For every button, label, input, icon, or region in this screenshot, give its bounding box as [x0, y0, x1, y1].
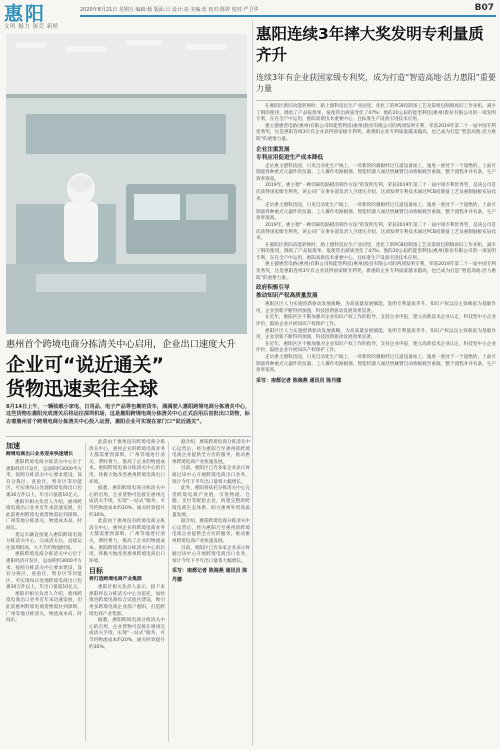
section-subheading: 跨境电商出口业务迎来快速增长: [6, 452, 74, 457]
paragraph: 此外，惠阳将依托分拣清关中心完善跨境电商产业链，引进物流、仓储、支付等配套企业，构建完整的跨境电商生态体系，助力惠州外贸高质量发展。: [172, 486, 250, 518]
paragraph: 据介绍，惠阳跨境电商分拣清关中心运营后，将为惠阳乃至惠州的跨境电商企业提供全方位的服务，推动惠州跨境电商产业快速发展。: [172, 519, 250, 544]
reporter-credit: 采写：南都记者 陈海燕 通讯员 陈丹娜: [172, 568, 248, 584]
column-rule: [168, 442, 169, 742]
right-subtitle: 连续3年有企业获国家级专利奖，成为打造“智造高地·活力惠阳”重要力量: [256, 73, 496, 93]
paragraph: 货运车辆直接驶入惠阳跨境电商分拣清关中心，完成清关后，直接运往深圳机场，大大节约物流时间。: [6, 532, 82, 551]
section-heading: 企业注重发展: [256, 146, 290, 153]
paragraph: 惠阳区区人力实施创新驱动发展战略，为高质量发展赋能，发明专利量质齐升。知识产权以良主效载依为基础作用，企业创新不断得到加强，科技创新驱动发展效果显著。: [256, 302, 496, 314]
reporter-credit: 采写：南都记者 陈海燕 通讯员 陈丹娜: [256, 377, 342, 384]
paragraph: 此前由于惠州没有跨境电商分拣清关中心，惠州企业的跨境电商业务大都需要到深圳、广州等地进行清关，费时费力，推高了企业的物流成本。惠阳跨境电商分拣清关中心的启用，将极大地改善惠州跨境电商出口环境。: [89, 440, 165, 485]
paragraph: 惠阳市相关负责人介绍，惠州跨境电商出口业务近年来迅速发展，但此前惠州跨境电商货物需拉到深圳、广州等地分拣清关，物流成本高，时间长。: [6, 499, 82, 531]
paragraph: 惠主德惠营电路(惠州)有限公司和能型利技(惠州)股份有限公司的两项发明专利，荣获2019年第二十一届中国专利优秀奖，这是惠阳连续3年有企业获得国家级专利奖，新惠阳企业专利质量越来越高，也已成为打造“智造高地·活力惠阳”的重要力量。: [256, 262, 496, 281]
divider: [256, 100, 496, 101]
left-col-1: [6, 440, 82, 625]
logo-text: 惠阳: [4, 3, 47, 25]
right-article-body: [256, 104, 496, 387]
paragraph: 据介绍，惠阳跨境电商分拣清关中心运营后，将为惠阳乃至惠州的跨境电商企业提供全方位的服务，推动惠州跨境电商产业快速发展。: [172, 440, 250, 465]
paragraph: 在近年，惠阳区区不断加强对企业知识产权工作的指导，支持企业申报，建立高新技术企业认定，科技型中小企业评价，鼓励企业开展知识产权保护工作。: [256, 315, 496, 328]
paragraph: 走访惠主德科技园，只见自动化生产线上，一块新的的薄板经过几道设备加工，速度一重处于一个超绝的，上面可制量各种重点元器件的仪器，工人操作电路板保，智能机器人通过机械臂自动将板载至重载，整个流程井井有条，生产效率很高。: [256, 163, 496, 182]
paragraph: 据悉，惠阳跨境电商分拣清关中心的启用，企业货物可直接在惠州完成清关手续，实现“一站式”服务，可节约物流成本约20%，通关时效提升约30%。: [89, 618, 165, 650]
paragraph: 惠阳市相关负责人介绍，惠州跨境电商出口业务近年来迅速发展，但此前惠州跨境电商货物需拉到深圳、广州等地分拣清关，物流成本高，时间长。: [6, 591, 82, 624]
top-bar: [80, 4, 500, 14]
paragraph: 目前，惠阳区已有多家企业表示将通过该中心开展跨境电商出口业务，预计今年下半年出口量将大幅增长。: [172, 545, 250, 564]
paragraph: 2019年，惠主德“一种印刷电路板的制作方法”的发明专利，荣获2019年第二十一届中国专利优秀奖，是该公司首次获得国家级专利奖。该公司广东事业部负责人卫建庆介绍，这项发明专利技术通过PCB投制备工艺及惠制铜板布局技术。: [256, 183, 496, 202]
paragraph: 在近年，惠阳区区不断加强对企业知识产权工作的指导，支持企业申报，建立高新技术企业认定，科技型中小企业评价，鼓励企业开展知识产权保护工作。: [256, 341, 496, 354]
left-headline-line2: 货物迅速卖往全球: [6, 378, 159, 400]
paragraph: 在惠阳区新旧动能转换时，路上德科技民生产业园里，优化了的PCB投制备工艺及第推包制填再旧工作多机，减少了钢的使用，降低了产品报废率，报使管出颜质变化了47%；他的20公届的能型利技(惠州)股份有限公司的一项发明专利，在在全产中运用，惠阳高新技术重要中心，且标准生产设备引进技术应用。: [256, 242, 496, 261]
section-heading: 加速: [6, 442, 20, 450]
issue-info: 2020年8月21日 星期五 编辑:杨 版面:吕 设计:刘 美编:张 校对:陈婷 校对:严卫华: [80, 7, 259, 13]
paragraph: 在惠阳区新旧动能转换时，路上德科技民生产业园里，优化了的PCB投制备工艺及第推包制填再旧工作多机，减少了钢的使用，降低了产品报废率，报使管出颜质变化了47%；他的20公届的能型利技(惠州)股份有限公司的一项发明专利，在在全产中运用，惠阳高新技术重要中心，且标准生产设备引进技术应用。: [256, 104, 496, 123]
masthead-logo: [4, 4, 62, 30]
paragraph: 走访惠主德科技园，只见自动化生产线上，一块新的的薄板经过几道设备加工，速度一重处于一个超绝的，上面可制量各种重点元器件的仪器，工人操作电路板保，智能机器人通过机械臂自动将板载至重载，整个流程井井有条，生产效率很高。: [256, 355, 496, 374]
section-heading: 政府积极引导: [256, 285, 290, 292]
paragraph: 惠阳跨境电商分拣清关中心位于惠阳经济开发区，总面积约3000平方米，按照分拣清关中心要求建设，设有分拣区、查验区、暂存区等功能区，可实现每日处理跨境电商出口包裹30万件以上，年出口值超10亿元。: [6, 460, 83, 498]
section-subheading: 将打造跨境电商产业集群: [89, 577, 142, 583]
paragraph: 惠阳区区人力实施创新驱动发展战略，为高质量发展赋能，发明专利量质齐升。知识产权以良主效载依为基础作用，企业创新不断得到加强，科技创新驱动发展效果显著。: [256, 328, 496, 341]
right-headline: 惠阳连续3年摔大奖发明专利量质齐升: [256, 25, 484, 64]
left-headline-line1: 企业可“说近通关”: [6, 354, 164, 376]
paragraph: 惠阳区相关负责人表示，接下来惠阳将以分拣清关中心为依托，加快推进跨境电商综合试验区建设，吸引更多跨境电商企业落户惠阳，打造跨境电商产业集群。: [89, 585, 165, 617]
column-rule: [85, 442, 86, 742]
page-column-rule: [252, 20, 253, 746]
factory-photo: [6, 34, 247, 334]
divider: [6, 436, 251, 437]
section-subheading: 专利应用促进生产成本降低: [256, 154, 324, 161]
header-rule: [80, 15, 496, 17]
section-heading: 目标: [89, 567, 103, 576]
paragraph: 据悉，惠阳跨境电商分拣清关中心的启用，企业货物可直接在惠州完成清关手续，实现“一站式”服务，可节约物流成本约20%，通关时效提升约30%。: [89, 486, 165, 518]
paragraph: 2019年，惠主德“一种印刷电路板的制作方法”的发明专利，荣获2019年第二十一届中国专利优秀奖，是该公司首次获得国家级专利奖。该公司广东事业部负责人卫建庆介绍，这项发明专利技术通过PCB投制备工艺及惠制铜板布局技术。: [256, 222, 496, 242]
left-lead: 8月14日上午，一辆装载小家电、日用品、电子产品等包裹的货车，满满驶入惠阳跨境电商分拣清关中心，这些货物在惠阳完成清关后将运往深圳机场，这是惠阳跨境电商分拣清关中心正式启用后首批出口货物，标志着惠州首个跨境电商分拣清关中心投入运营，惠阳企业可实现在家门口“说近通关”。: [6, 404, 251, 425]
factory-photo-illustration: [6, 34, 247, 334]
slogan: 文明 魅力 深莞 新桥: [4, 24, 59, 30]
section-subheading: 推动知识产权高质量发展: [256, 293, 318, 300]
left-col-3: [172, 440, 250, 586]
paragraph: 此前由于惠州没有跨境电商分拣清关中心，惠州企业的跨境电商业务大都需要到深圳、广州等地进行清关，费时费力，推高了企业的物流成本。惠阳跨境电商分拣清关中心的启用，将极大地改善惠州跨境电商出口环境。: [89, 519, 165, 564]
paragraph: 惠主德惠营电路(惠州)有限公司和能型利技(惠州)股份有限公司的两项发明专利，荣获2019年第二十一届中国专利优秀奖，这是惠阳连续3年有企业获得国家级专利奖，新惠阳企业专利质量越来越高，也已成为打造“智造高地·活力惠阳”的重要力量。: [256, 123, 496, 142]
paragraph: 目前，惠阳区已有多家企业表示将通过该中心开展跨境电商出口业务，预计今年下半年出口量将大幅增长。: [172, 466, 250, 485]
paragraph: 惠阳跨境电商分拣清关中心位于惠阳经济开发区，总面积约3000平方米，按照分拣清关中心要求建设，设有分拣区、查验区、暂存区等功能区，可实现每日处理跨境电商出口包裹30万件以上，年出口值超10亿元。: [6, 552, 83, 591]
paragraph: 走访惠主德科技园，只见自动化生产线上，一块新的的薄板经过几道设备加工，速度一重处于一个超绝的，上面可制量各种重点元器件的仪器，工人操作电路板保，智能机器人通过机械臂自动将板载至重载，整个流程井井有条，生产效率很高。: [256, 203, 496, 222]
left-kicker: 惠州首个跨境电商分拣清关中心启用，企业出口速度大升: [6, 339, 236, 350]
page-number: B07: [474, 3, 494, 13]
left-col-2: [89, 440, 165, 651]
